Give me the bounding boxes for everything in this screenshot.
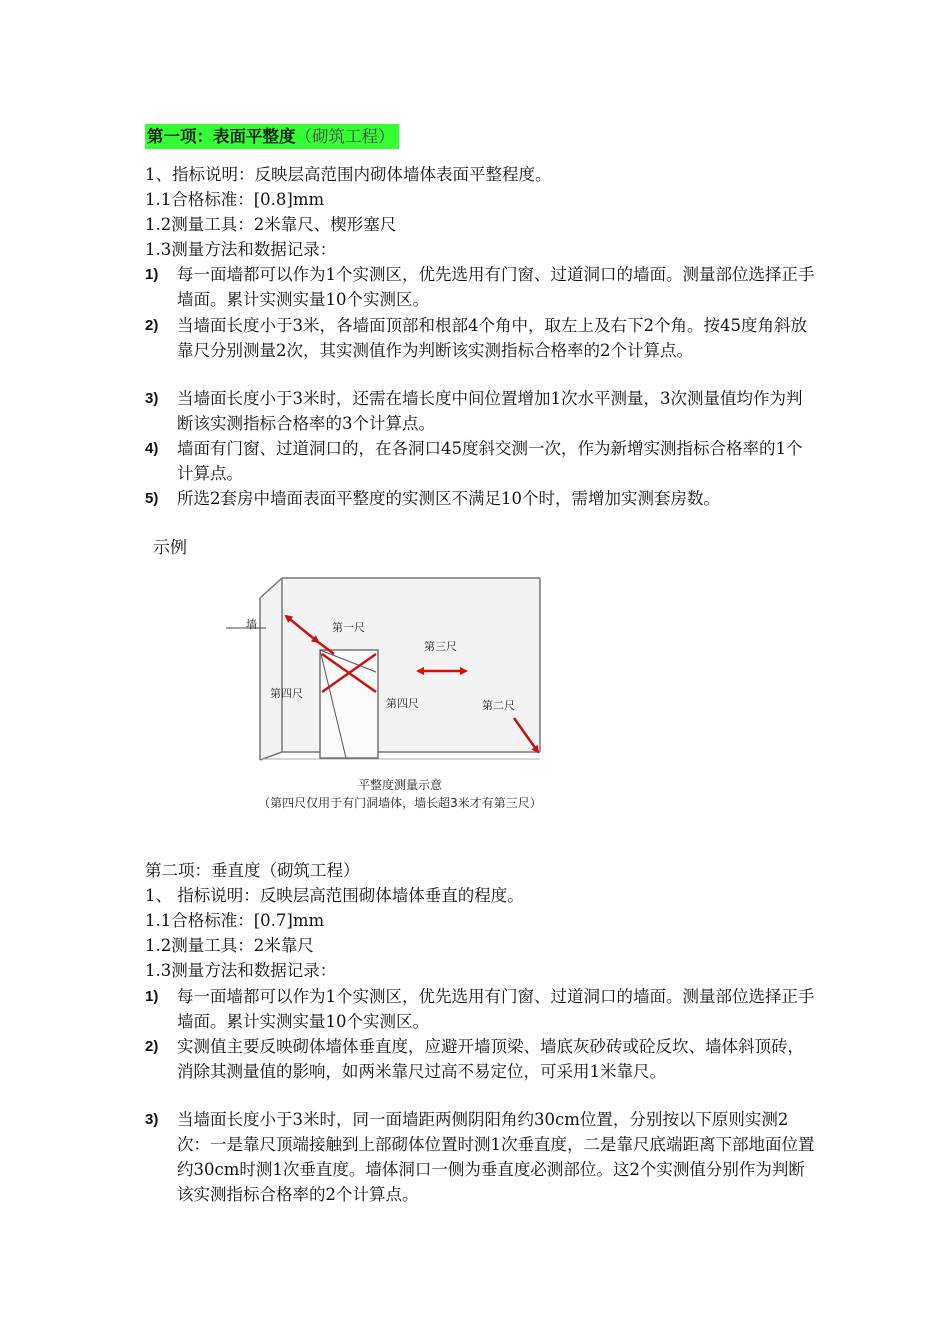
ruler-2-label: 第二尺 <box>482 699 515 712</box>
section1-line: 1、指标说明：反映层高范围内砌体墙体表面平整程度。 <box>145 165 552 184</box>
list-number: 2) <box>145 1038 159 1055</box>
door-opening <box>320 650 378 758</box>
list-text: 每一面墙都可以作为1个实测区，优先选用有门窗、过道洞口的墙面。测量部位选择正手墙面。累计实测实量10个实测区。 <box>177 265 815 309</box>
ruler-3-label: 第三尺 <box>424 640 457 653</box>
section1-line: 1.2测量工具：2米靠尺、楔形塞尺 <box>145 215 397 234</box>
section2-heading: 第二项：垂直度（砌筑工程） <box>145 861 360 880</box>
section1-list-item <box>145 486 815 511</box>
section1-list-item <box>145 262 815 312</box>
wall-box <box>260 578 540 760</box>
example-label: 示例 <box>153 538 187 558</box>
section1-title: 第一项：表面平整度 <box>147 127 296 146</box>
section2-line: 1.3测量方法和数据记录： <box>145 961 337 980</box>
list-text: 当墙面长度小于3米，各墙面顶部和根部4个角中，取左上及右下2个角。按45度角斜放靠尺分别测量2次，其实测值作为判断该实测指标合格率的2个计算点。 <box>177 316 807 360</box>
list-number: 1) <box>145 988 159 1005</box>
section1-heading <box>145 124 399 149</box>
list-text: 墙面有门窗、过道洞口的，在各洞口45度斜交测一次，作为新增实测指标合格率的1个计算点。 <box>177 439 803 483</box>
diagram-svg <box>222 570 602 820</box>
section2-list-item <box>145 1034 815 1084</box>
section1-list-item <box>145 436 815 486</box>
list-text: 当墙面长度小于3米时，同一面墙距两侧阴阳角约30cm位置，分别按以下原则实测2次：一是靠尺顶端接触到上部砌体位置时测1次垂直度，二是靠尺底端距离下部地面位置约30cm时测1次垂直度。墙体洞口一侧为垂直度必测部位。这2个实测值分别作为判断该实测指标合格率的2个计算点。 <box>177 1110 815 1204</box>
section2-line: 1.2测量工具：2米靠尺 <box>145 936 314 955</box>
ruler-4-left-label: 第四尺 <box>270 687 303 700</box>
list-number: 2) <box>145 317 159 334</box>
list-number: 3) <box>145 1111 159 1128</box>
section2-line: 1.1合格标准：[0.7]mm <box>145 911 325 930</box>
section2-list-item <box>145 984 815 1034</box>
list-number: 5) <box>145 490 159 507</box>
list-text: 所选2套房中墙面表面平整度的实测区不满足10个时，需增加实测套房数。 <box>177 489 720 508</box>
ruler-1-label: 第一尺 <box>332 621 365 634</box>
list-text: 每一面墙都可以作为1个实测区，优先选用有门窗、过道洞口的墙面。测量部位选择正手墙面。累计实测实量10个实测区。 <box>177 987 815 1031</box>
wall-label: 墙 <box>246 618 257 631</box>
section1-line: 1.3测量方法和数据记录： <box>145 240 337 259</box>
list-text: 实测值主要反映砌体墙体垂直度，应避开墙顶梁、墙底灰砂砖或砼反坎、墙体斜顶砖，消除其测量值的影响，如两米靠尺过高不易定位，可采用1米靠尺。 <box>177 1037 804 1081</box>
section1-title-category: （砌筑工程） <box>295 127 395 146</box>
section1-line: 1.1合格标准：[0.8]mm <box>145 190 325 209</box>
ruler-4-mid-label: 第四尺 <box>386 697 419 710</box>
section2-list-item <box>145 1107 815 1207</box>
diagram-caption-note: （第四尺仅用于有门洞墙体，墙长超3米才有第三尺） <box>258 796 542 810</box>
list-number: 4) <box>145 440 159 457</box>
list-number: 1) <box>145 266 159 283</box>
section2-line: 1、 指标说明：反映层高范围砌体墙体垂直的程度。 <box>145 886 524 905</box>
section1-list-item <box>145 313 815 363</box>
list-text: 当墙面长度小于3米时，还需在墙长度中间位置增加1次水平测量，3次测量值均作为判断该实测指标合格率的3个计算点。 <box>177 389 803 433</box>
diagram-caption: 平整度测量示意 <box>357 778 443 792</box>
list-number: 3) <box>145 390 159 407</box>
flatness-diagram <box>222 570 602 820</box>
section1-list-item <box>145 386 815 436</box>
